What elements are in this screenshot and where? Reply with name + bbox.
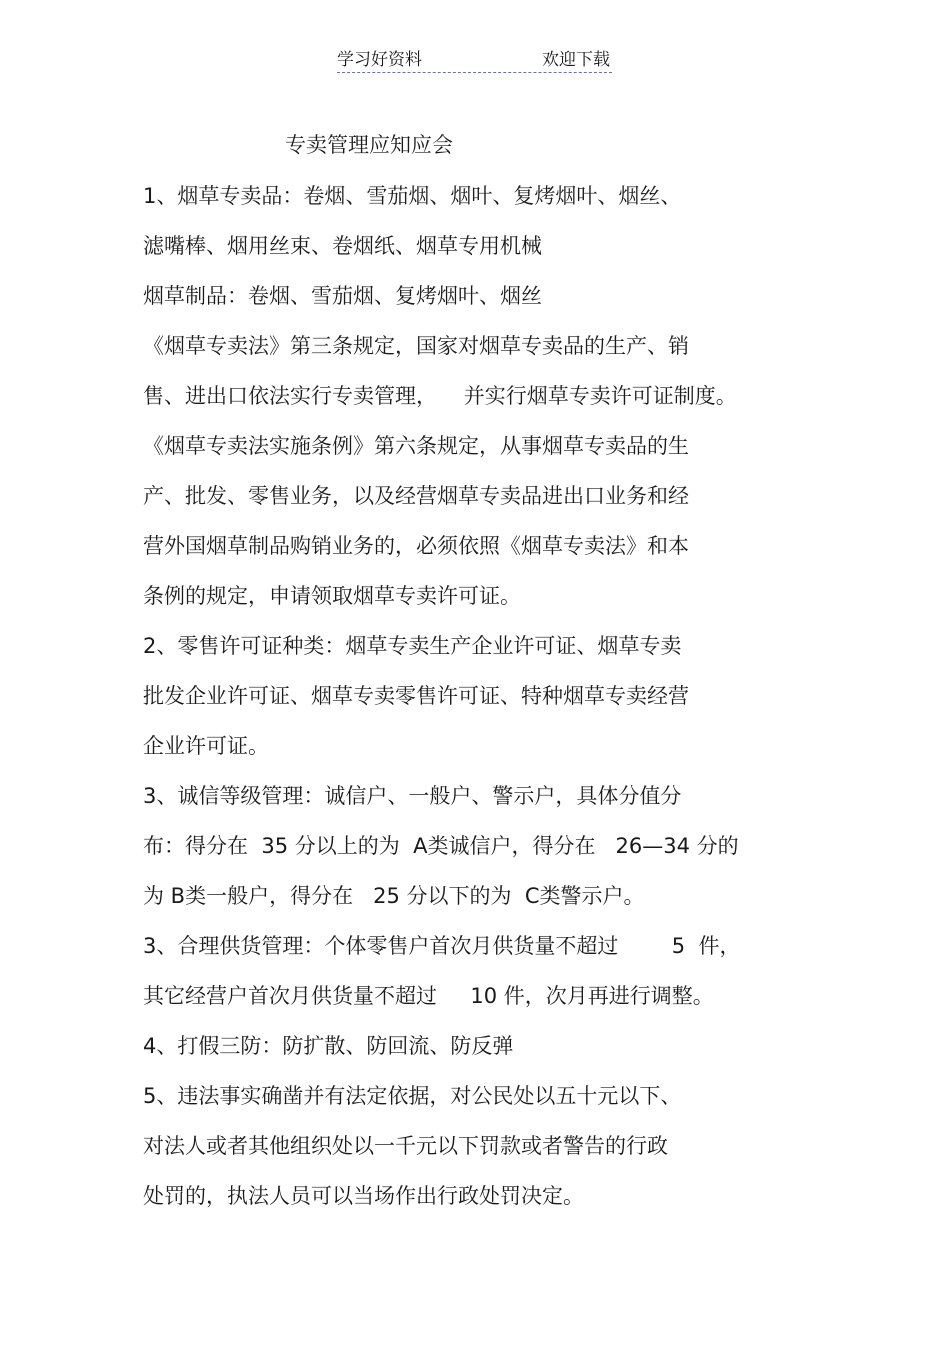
header-right-text: 欢迎下载 (542, 50, 610, 70)
text-line: 《烟草专卖法》第三条规定，国家对烟草专卖品的生产、销 (143, 334, 689, 358)
body-text (143, 182, 843, 1232)
text-line: 烟草制品：卷烟、雪茄烟、复烤烟叶、烟丝 (143, 284, 542, 308)
text-line: 处罚的，执法人员可以当场作出行政处罚决定。 (143, 1184, 584, 1208)
text-line: 其它经营户首次月供货量不超过 10 件，次月再进行调整。 (143, 984, 714, 1008)
text-line: 3、诚信等级管理：诚信户、一般户、警示户，具体分值分 (143, 784, 682, 808)
text-line: 对法人或者其他组织处以一千元以下罚款或者警告的行政 (143, 1134, 668, 1158)
text-line: 5、违法事实确凿并有法定依据，对公民处以五十元以下、 (143, 1084, 682, 1108)
text-line: 产、批发、零售业务，以及经营烟草专卖品进出口业务和经 (143, 484, 689, 508)
text-line: 企业许可证。 (143, 734, 269, 758)
text-line: 布：得分在 35 分以上的为 A类诚信户，得分在 26—34 分的 (143, 834, 739, 858)
text-line: 滤嘴棒、烟用丝束、卷烟纸、烟草专用机械 (143, 234, 542, 258)
text-line: 2、零售许可证种类：烟草专卖生产企业许可证、烟草专卖 (143, 634, 682, 658)
text-line: 售、进出口依法实行专卖管理， 并实行烟草专卖许可证制度。 (143, 384, 737, 408)
text-line: 条例的规定，申请领取烟草专卖许可证。 (143, 584, 521, 608)
page-header (337, 48, 612, 72)
text-line: 3、合理供货管理：个体零售户首次月供货量不超过 5 件， (143, 934, 741, 958)
text-line: 营外国烟草制品购销业务的，必须依照《烟草专卖法》和本 (143, 534, 689, 558)
text-line: 《烟草专卖法实施条例》第六条规定，从事烟草专卖品的生 (143, 434, 689, 458)
text-line: 1、烟草专卖品：卷烟、雪茄烟、烟叶、复烤烟叶、烟丝、 (143, 184, 682, 208)
header-left-text: 学习好资料 (337, 50, 422, 70)
text-line: 为 B类一般户，得分在 25 分以下的为 C类警示户。 (143, 884, 645, 908)
header-dashed-rule (337, 72, 612, 73)
document-title: 专卖管理应知应会 (285, 133, 453, 157)
text-line: 4、打假三防：防扩散、防回流、防反弹 (143, 1034, 514, 1058)
text-line: 批发企业许可证、烟草专卖零售许可证、特种烟草专卖经营 (143, 684, 689, 708)
